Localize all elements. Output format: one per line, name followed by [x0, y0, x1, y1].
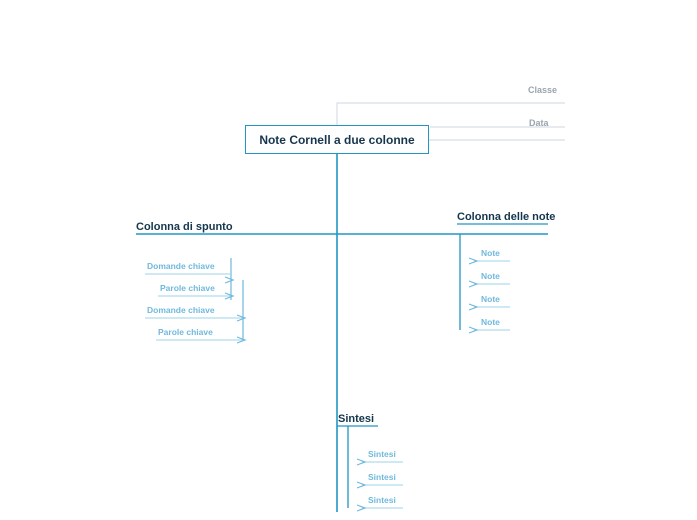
child-label-note-3[interactable]: Note	[481, 294, 500, 304]
child-label-note-2[interactable]: Note	[481, 271, 500, 281]
child-label-spunto-2[interactable]: Parole chiave	[160, 283, 215, 293]
child-label-spunto-3[interactable]: Domande chiave	[147, 305, 215, 315]
meta-label-classe[interactable]: Classe	[528, 85, 558, 95]
child-label-spunto-1[interactable]: Domande chiave	[147, 261, 215, 271]
child-label-sintesi-2[interactable]: Sintesi	[368, 472, 396, 482]
arrow-note-2	[469, 281, 477, 287]
child-label-note-4[interactable]: Note	[481, 317, 500, 327]
arrow-sintesi-2	[357, 482, 365, 488]
child-label-sintesi-3[interactable]: Sintesi	[368, 495, 396, 505]
root-node[interactable]	[245, 125, 429, 154]
arrow-sintesi-3	[357, 505, 365, 511]
branch-label-sintesi[interactable]: Sintesi	[338, 413, 375, 425]
arrow-note-1	[469, 258, 477, 264]
branch-label-colonna-di-spunto[interactable]: Colonna di spunto	[136, 221, 233, 233]
child-label-note-1[interactable]: Note	[481, 248, 500, 258]
child-label-spunto-4[interactable]: Parole chiave	[158, 327, 213, 337]
root-node-label: Note Cornell a due colonne	[259, 132, 415, 147]
branch-label-colonna-delle-note[interactable]: Colonna delle note	[457, 211, 556, 223]
arrow-sintesi-1	[357, 459, 365, 465]
arrow-note-3	[469, 304, 477, 310]
child-label-sintesi-1[interactable]: Sintesi	[368, 449, 396, 459]
arrow-note-4	[469, 327, 477, 333]
meta-label-data[interactable]: Data	[529, 118, 549, 128]
arrow-spunto-1	[225, 277, 233, 283]
